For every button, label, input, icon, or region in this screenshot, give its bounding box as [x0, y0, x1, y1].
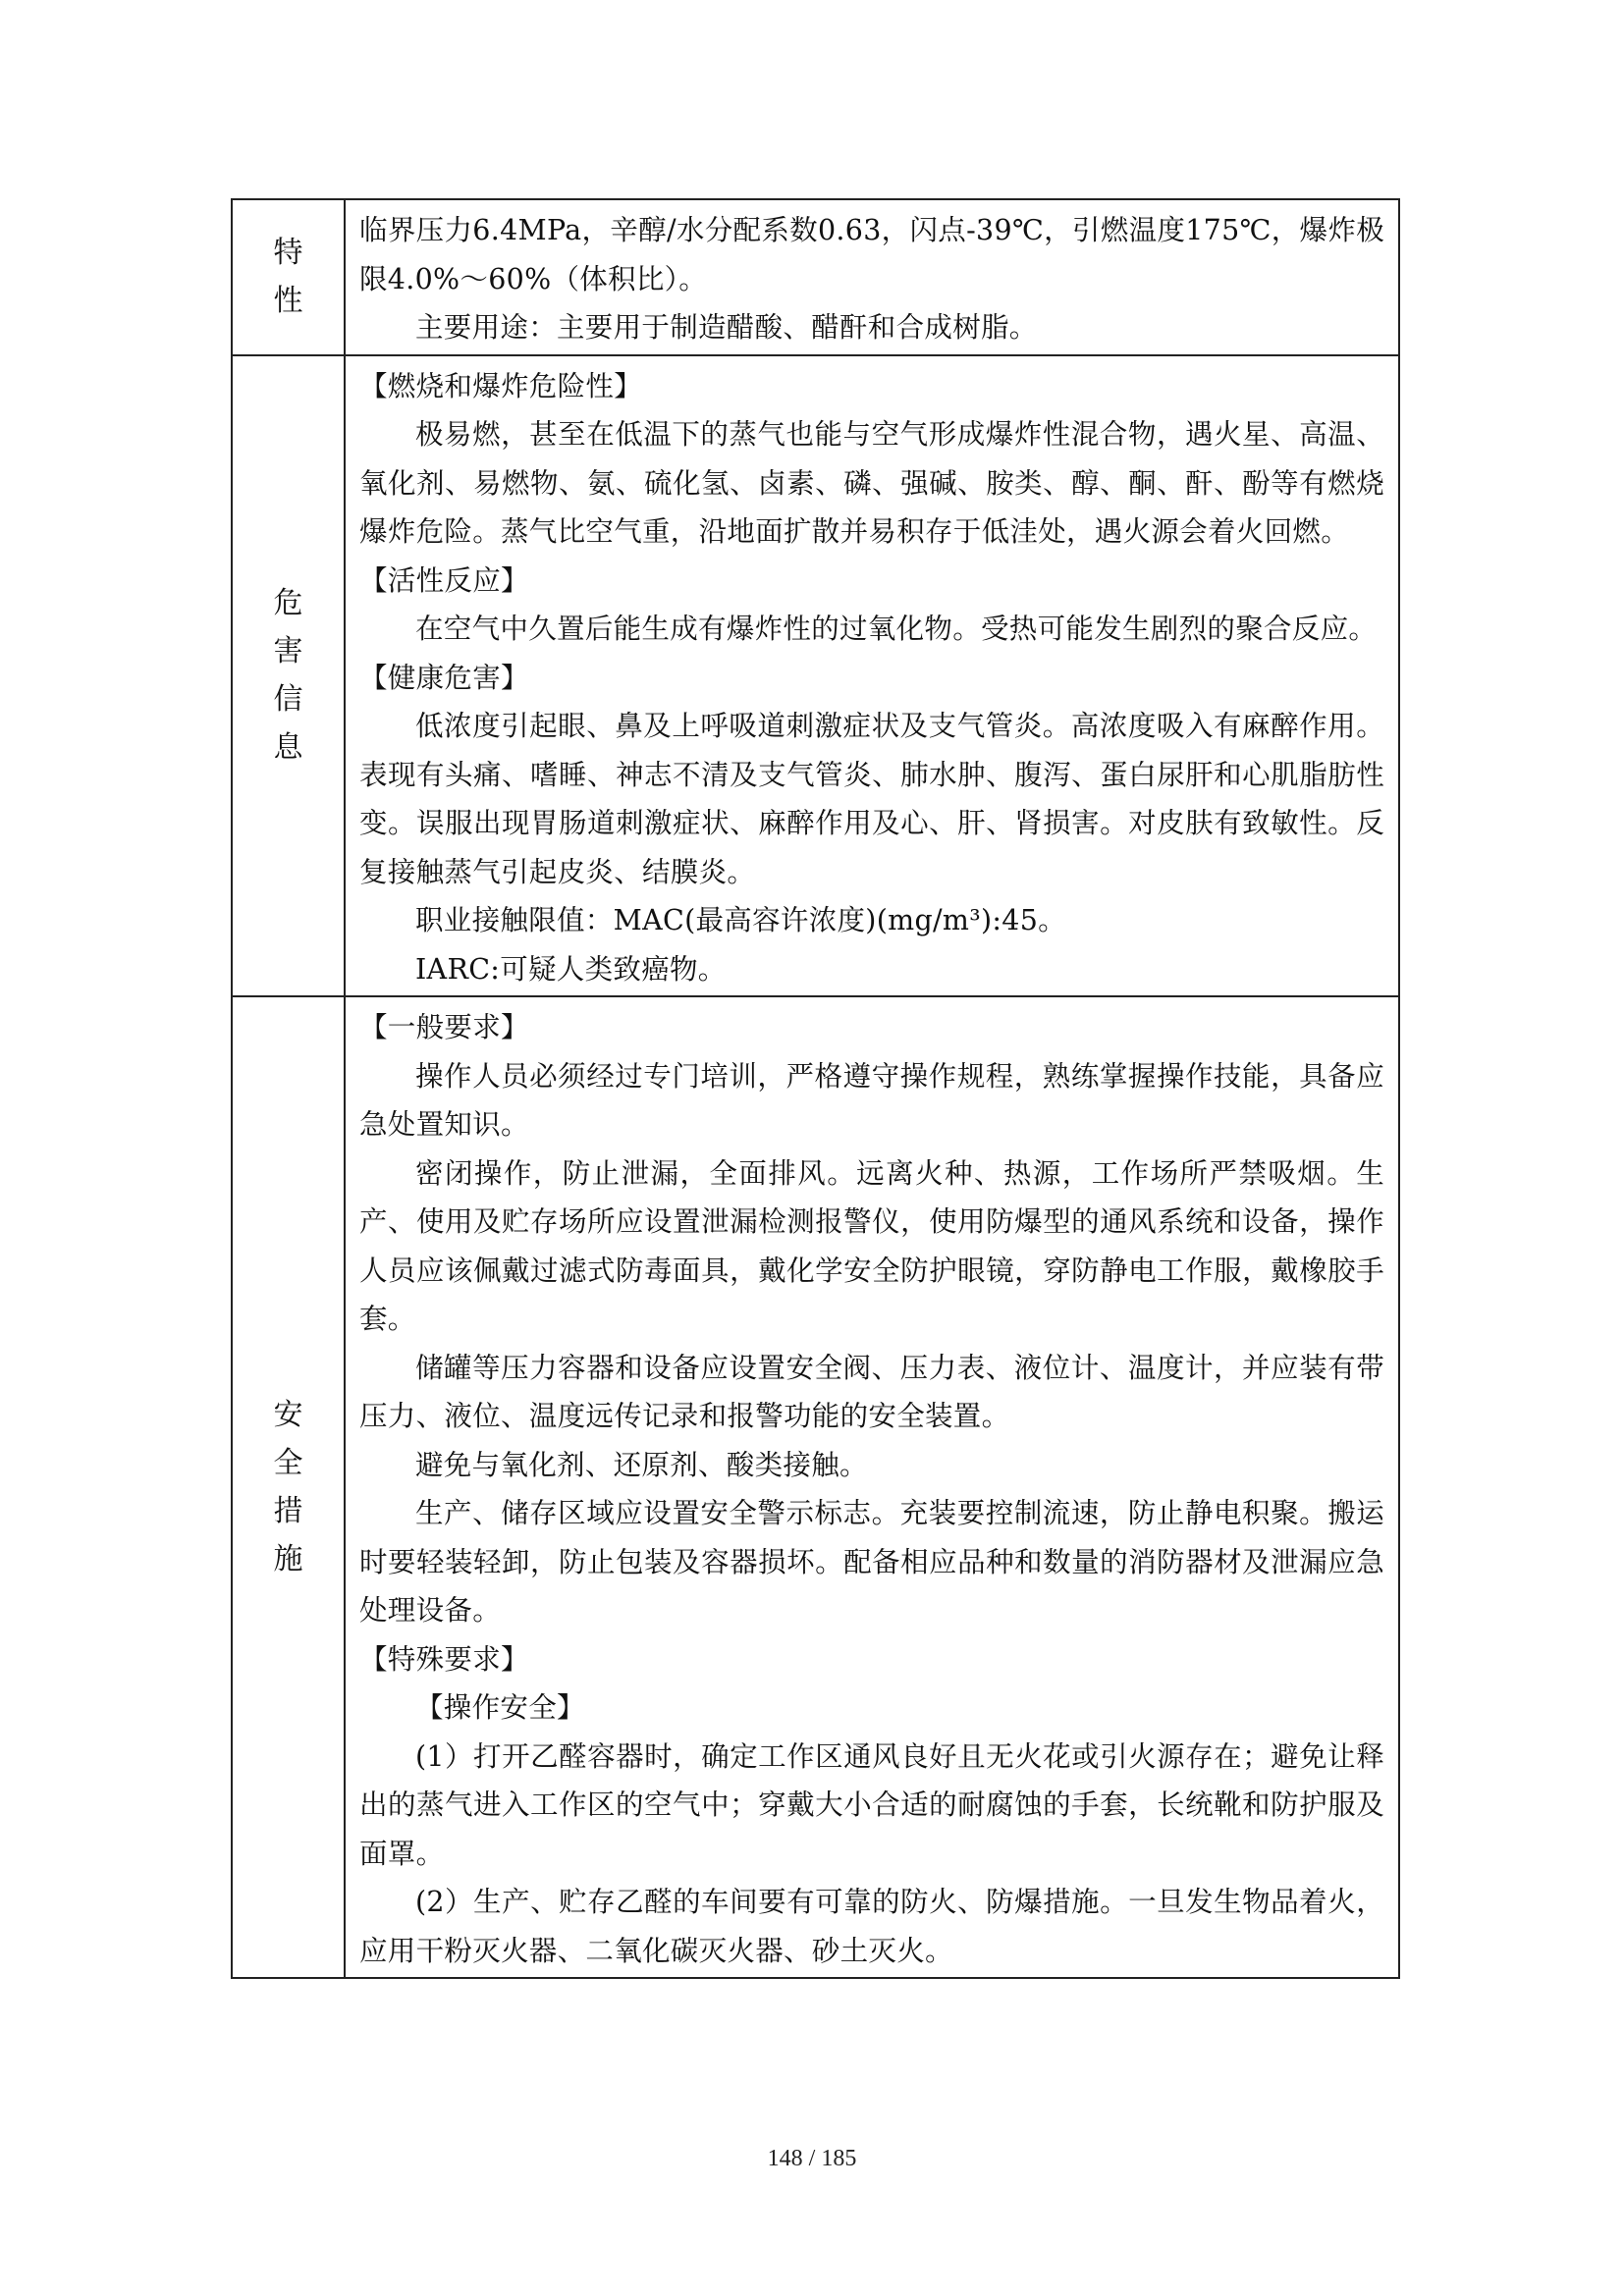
row-label-char: 措: [273, 1494, 303, 1528]
row-label: [232, 355, 345, 997]
paragraph: 临界压力6.4MPa，辛醇/水分配系数0.63，闪点-39℃，引燃温度175℃，爆炸极限4.0%～60%（体积比）。: [359, 214, 1384, 295]
row-label: [232, 199, 345, 355]
table-row: [232, 199, 1399, 355]
paragraph: (1）打开乙醛容器时，确定工作区通风良好且无火花或引火源存在；避免让释出的蒸气进入工作区的空气中；穿戴大小合适的耐腐蚀的手套，长统靴和防护服及面罩。: [359, 1739, 1384, 1870]
row-label-char: 危: [273, 586, 303, 621]
row-label-char: 息: [273, 730, 303, 766]
paragraph: 低浓度引起眼、鼻及上呼吸道刺激症状及支气管炎。高浓度吸入有麻醉作用。表现有头痛、嗜睡、神志不清及支气管炎、肺水肿、腹泻、蛋白尿肝和心肌脂肪性变。误服出现胃肠道刺激症状、麻醉作用及心、肝、肾损害。对皮肤有致敏性。反复接触蒸气引起皮炎、结膜炎。: [359, 710, 1384, 888]
row-label-char: 信: [273, 682, 303, 718]
page-number: 148 / 185: [767, 2146, 857, 2171]
row-label-char: 全: [273, 1446, 303, 1480]
section-heading: 【操作安全】: [415, 1691, 585, 1724]
row-label-char: 特: [273, 236, 303, 271]
paragraph: 操作人员必须经过专门培训，严格遵守操作规程，熟练掌握操作技能，具备应急处置知识。: [359, 1059, 1384, 1141]
section-heading: 【活性反应】: [359, 563, 529, 597]
row-label: [232, 996, 345, 1978]
row-content: [345, 996, 1399, 1978]
paragraph: 在空气中久置后能生成有爆炸性的过氧化物。受热可能发生剧烈的聚合反应。: [415, 613, 1378, 645]
section-heading: 【一般要求】: [359, 1011, 529, 1043]
section-heading: 【特殊要求】: [359, 1642, 529, 1676]
table-row: [232, 355, 1399, 997]
paragraph: 储罐等压力容器和设备应设置安全阀、压力表、液位计、温度计，并应装有带压力、液位、温度远传记录和报警功能的安全装置。: [359, 1351, 1384, 1432]
row-content: [345, 355, 1399, 997]
row-content: [345, 199, 1399, 355]
row-label-char: 性: [273, 284, 303, 319]
paragraph: 避免与氧化剂、还原剂、酸类接触。: [415, 1448, 868, 1481]
row-label-char: 安: [273, 1398, 303, 1432]
section-heading: 【燃烧和爆炸危险性】: [359, 369, 643, 402]
row-label-char: 施: [273, 1542, 303, 1576]
chemical-safety-table: [231, 198, 1400, 1979]
paragraph: 生产、储存区域应设置安全警示标志。充装要控制流速，防止静电积聚。搬运时要轻装轻卸，防止包装及容器损坏。配备相应品种和数量的消防器材及泄漏应急处理设备。: [359, 1497, 1384, 1627]
row-label-char: 害: [273, 634, 303, 669]
paragraph: 主要用途：主要用于制造醋酸、醋酐和合成树脂。: [415, 311, 1038, 344]
paragraph: (2）生产、贮存乙醛的车间要有可靠的防火、防爆措施。一旦发生物品着火，应用干粉灭火器、二氧化碳灭火器、砂土灭火。: [359, 1886, 1384, 1967]
paragraph: IARC:可疑人类致癌物。: [415, 952, 727, 986]
paragraph: 职业接触限值：MAC(最高容许浓度)(mg/m³):45。: [415, 904, 1066, 936]
paragraph: 极易燃，甚至在低温下的蒸气也能与空气形成爆炸性混合物，遇火星、高温、氧化剂、易燃物、氨、硫化氢、卤素、磷、强碱、胺类、醇、酮、酐、酚等有燃烧爆炸危险。蒸气比空气重，沿地面扩散并易积存于低洼处，遇火源会着火回燃。: [359, 418, 1384, 548]
paragraph: 密闭操作，防止泄漏，全面排风。远离火种、热源，工作场所严禁吸烟。生产、使用及贮存场所应设置泄漏检测报警仪，使用防爆型的通风系统和设备，操作人员应该佩戴过滤式防毒面具，戴化学安全防护眼镜，穿防静电工作服，戴橡胶手套。: [359, 1156, 1384, 1335]
section-heading: 【健康危害】: [359, 661, 529, 694]
table-row: [232, 996, 1399, 1978]
